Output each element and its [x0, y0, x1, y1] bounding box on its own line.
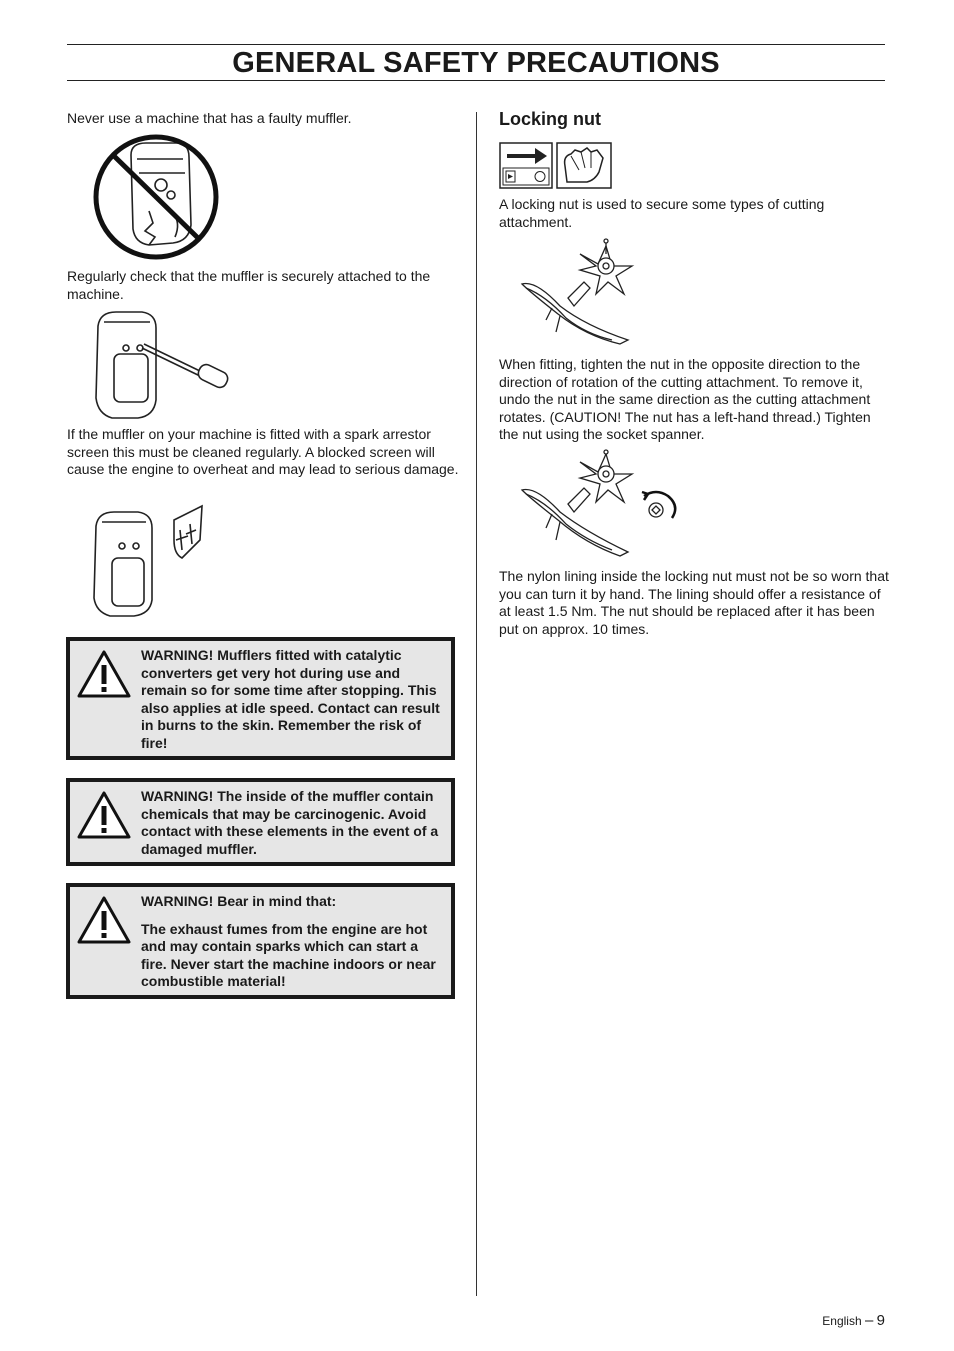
warning-triangle-icon: [76, 649, 132, 699]
warning-text: [141, 788, 445, 858]
faulty-muffler-text: Never use a machine that has a faulty muffler.: [67, 110, 352, 126]
warning-text: [141, 647, 445, 752]
column-divider: [476, 112, 477, 1296]
nylon-lining-text: The nylon lining inside the locking nut must not be so worn that you can turn it by hand. The lining should offer a resistance of at least 1.5 Nm. The nut should be replaced after it has been put on approx. 10 times.: [499, 568, 889, 637]
warning-exhaust-heading: WARNING! Bear in mind that:: [141, 893, 337, 909]
fitting-instructions-text: When fitting, tighten the nut in the opposite direction to the direction of rotation of the cutting attachment. To remove it, undo the nut in the same direction as the cutting attachment rotates. (CAUTION! The nut has a left-hand thread.) Tighten the nut using the socket spanner.: [499, 356, 871, 442]
footer-separator: –: [864, 1312, 874, 1329]
page-number: 9: [876, 1312, 885, 1329]
warning-carcinogenic-text: WARNING! The inside of the muffler contain chemicals that may be carcinogenic. Avoid contact with these elements in the event of a damaged muffler.: [141, 788, 439, 857]
footer-language: English: [822, 1314, 862, 1328]
page-title-bar: [67, 44, 885, 81]
warning-exhaust-box: [66, 883, 455, 999]
warning-triangle-icon: [76, 790, 132, 840]
warning-catalytic-box: [66, 637, 455, 760]
cutting-attachment-nut-illustration: [516, 236, 636, 348]
spark-arrestor-text: If the muffler on your machine is fitted with a spark arrestor screen this must be cleaned regularly. A blocked screen will cause the engine to overheat and may lead to serious damage.: [67, 426, 459, 477]
page-footer: [822, 1312, 885, 1329]
no-faulty-muffler-icon: [91, 133, 221, 261]
warning-catalytic-text: WARNING! Mufflers fitted with catalytic converters get very hot during use and remain so for some time after stopping. This also applies at idle speed. Contact can result in burns to the skin. Remember the risk of fire!: [141, 647, 440, 751]
manual-and-glove-icon: [499, 142, 613, 190]
locking-nut-intro-text: A locking nut is used to secure some types of cutting attachment.: [499, 196, 825, 230]
spark-arrestor-screen-icon: [90, 500, 210, 620]
check-muffler-text: Regularly check that the muffler is securely attached to the machine.: [67, 268, 431, 302]
page-title: GENERAL SAFETY PRECAUTIONS: [232, 47, 720, 79]
warning-carcinogenic-box: [66, 778, 455, 866]
warning-exhaust-text: The exhaust fumes from the engine are hot and may contain sparks which can start a fire. Never start the machine indoors or near combustible material!: [141, 920, 436, 989]
warning-triangle-icon: [76, 895, 132, 945]
tighten-nut-illustration: [516, 448, 686, 560]
locking-nut-heading: Locking nut: [499, 109, 601, 129]
muffler-screwdriver-icon: [90, 308, 230, 422]
warning-text: [141, 893, 445, 991]
